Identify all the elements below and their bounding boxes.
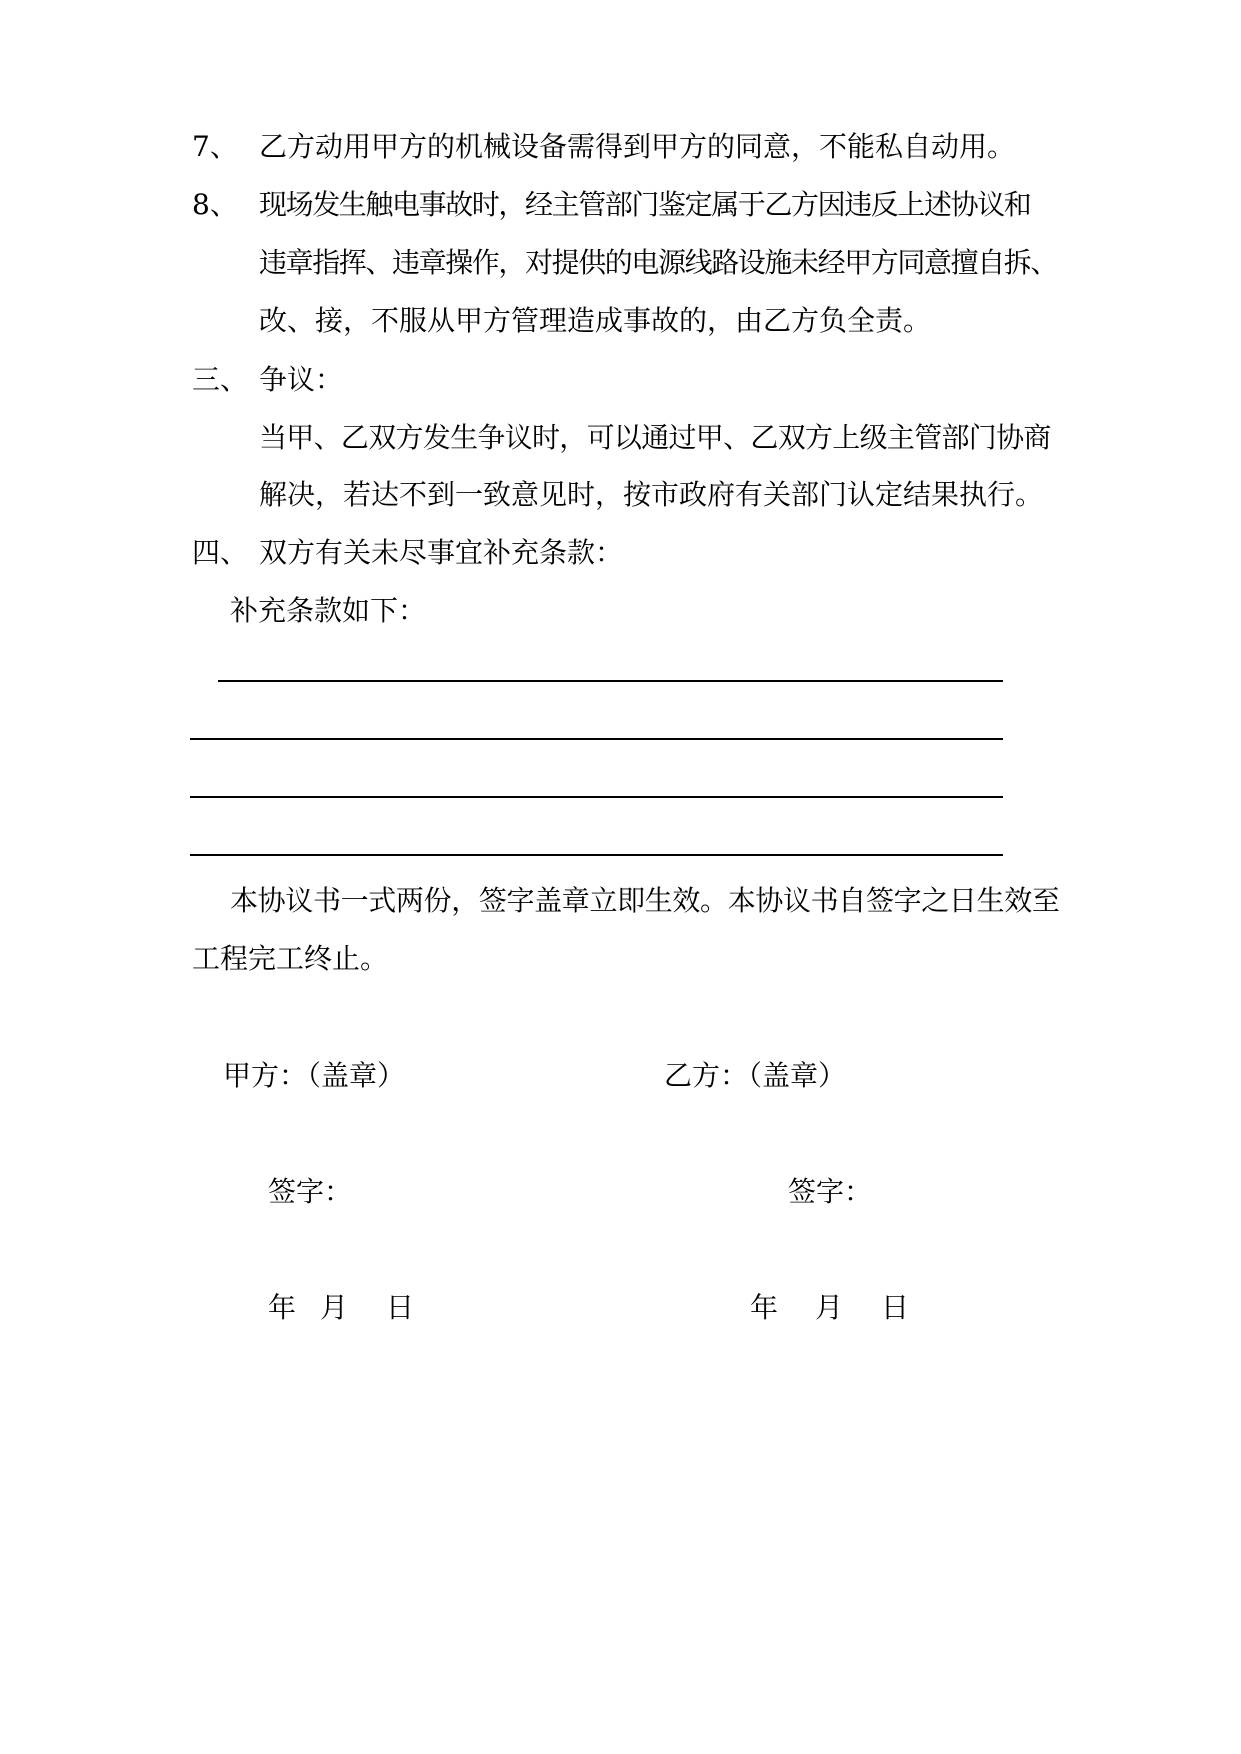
clause-8-line-1: 现场发生触电事故时，经主管部门鉴定属于乙方因违反上述协议和 <box>259 188 1031 221</box>
supplement-label: 补充条款如下： <box>230 594 427 627</box>
supplement-blank-line-4 <box>190 854 1003 856</box>
section-3-line-2: 解决，若达不到一致意见时，按市政府有关部门认定结果执行。 <box>259 478 1044 511</box>
section-3-number: 三、 <box>192 363 249 396</box>
party-a-date-year: 年 <box>268 1291 297 1324</box>
closing-line-1: 本协议书一式两份，签字盖章立即生效。本协议书自签字之日生效至 <box>230 884 1060 917</box>
party-b-date-day: 日 <box>881 1291 910 1324</box>
section-4-number: 四、 <box>192 536 249 569</box>
closing-line-2: 工程完工终止。 <box>192 942 389 975</box>
section-3-heading: 争议： <box>259 363 344 396</box>
supplement-blank-line-1 <box>218 680 1003 682</box>
party-b-stamp-label: 乙方：（盖章） <box>664 1059 847 1092</box>
party-a-stamp-label: 甲方：（盖章） <box>223 1059 406 1092</box>
party-a-sign-label: 签字： <box>268 1175 353 1208</box>
party-a-date-day: 日 <box>386 1291 415 1324</box>
clause-8-number: 8、 <box>192 188 238 221</box>
supplement-blank-line-2 <box>190 738 1003 740</box>
supplement-blank-line-3 <box>190 796 1003 798</box>
party-a-date-month: 月 <box>320 1291 349 1324</box>
clause-8-line-2: 违章指挥、违章操作，对提供的电源线路设施未经甲方同意擅自拆、 <box>259 246 1058 279</box>
clause-7-number: 7、 <box>192 130 238 163</box>
party-b-date-year: 年 <box>750 1291 779 1324</box>
section-4-heading: 双方有关未尽事宜补充条款： <box>259 536 624 569</box>
section-3-line-1: 当甲、乙双方发生争议时，可以通过甲、乙双方上级主管部门协商 <box>259 421 1051 454</box>
party-b-sign-label: 签字： <box>788 1175 873 1208</box>
party-b-date-month: 月 <box>815 1291 844 1324</box>
clause-7-text: 乙方动用甲方的机械设备需得到甲方的同意，不能私自动用。 <box>259 130 1016 163</box>
clause-8-line-3: 改、接，不服从甲方管理造成事故的，由乙方负全责。 <box>259 304 932 337</box>
